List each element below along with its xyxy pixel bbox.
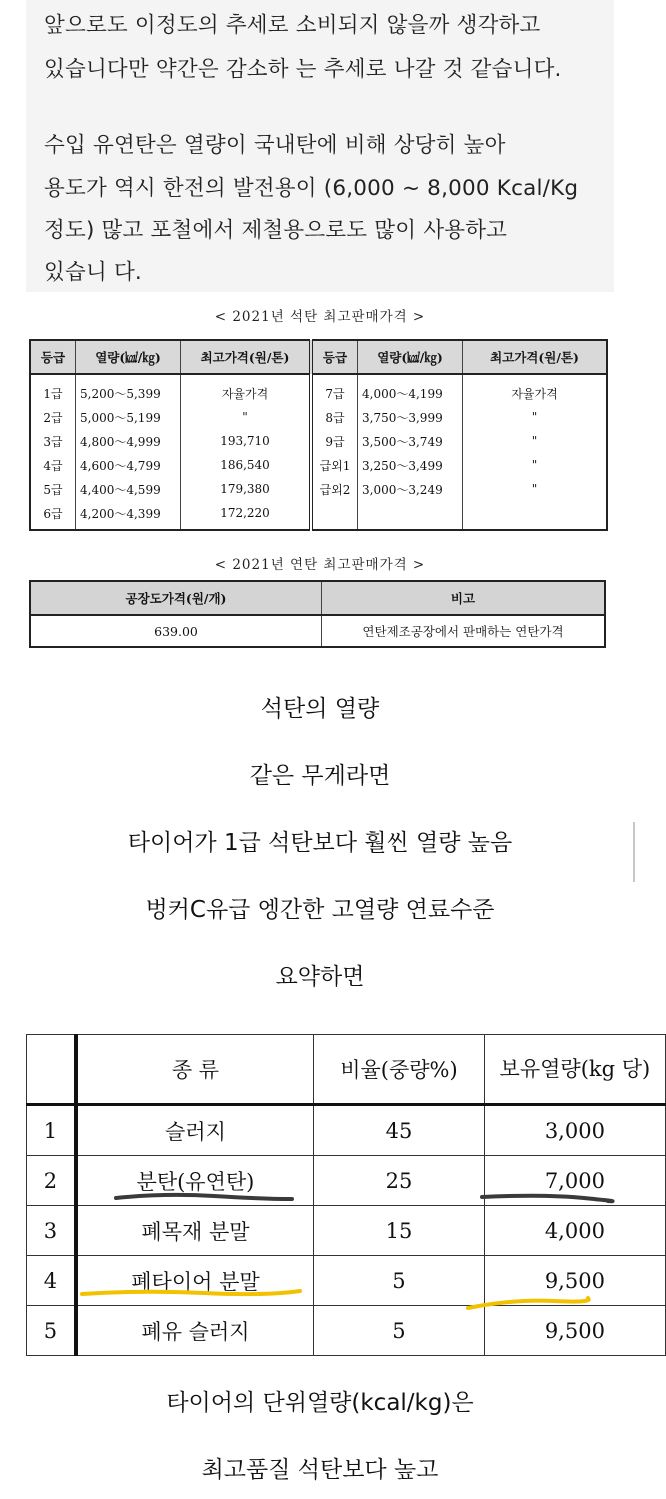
underline-tire-value bbox=[468, 1298, 589, 1308]
column-header: 공장도가격(원/개) bbox=[30, 581, 322, 615]
table-cell: 3,000～3,249 bbox=[358, 477, 463, 501]
table-cell: 3 bbox=[27, 1206, 76, 1256]
column-header: 최고가격(원/톤) bbox=[181, 340, 312, 374]
table-cell: " bbox=[463, 477, 608, 501]
intro-line: 정도) 많고 포철에서 제철용으로도 많이 사용하고 bbox=[44, 218, 508, 243]
column-header: 비율(중량%) bbox=[314, 1035, 485, 1105]
table-cell: 193,710 bbox=[181, 429, 312, 453]
table-row bbox=[30, 429, 607, 453]
table-cell: 9급 bbox=[311, 429, 358, 453]
column-header: 종 류 bbox=[76, 1035, 314, 1105]
table-cell: 9,500 bbox=[484, 1306, 665, 1356]
table-cell: 2 bbox=[27, 1156, 76, 1206]
table-cell: " bbox=[463, 429, 608, 453]
column-header: 최고가격(원/톤) bbox=[463, 340, 608, 374]
table-row bbox=[30, 477, 607, 501]
table-cell: 4 bbox=[27, 1256, 76, 1306]
column-header: 보유열량(kg 당) bbox=[484, 1035, 665, 1105]
intro-line: 있습니 다. bbox=[44, 260, 142, 285]
table-cell: 5 bbox=[314, 1306, 485, 1356]
table-cell: 25 bbox=[314, 1156, 485, 1206]
table-row bbox=[30, 501, 607, 530]
briquette-price-table bbox=[29, 580, 606, 648]
table-cell: 분탄(유연탄) bbox=[76, 1156, 314, 1206]
fuel-table-image bbox=[24, 1033, 651, 1357]
table-cell bbox=[311, 501, 358, 530]
table-cell bbox=[358, 501, 463, 530]
table-cell: 자율가격 bbox=[181, 374, 312, 405]
table-cell: 3급 bbox=[43, 434, 63, 449]
intro-line: 용도가 역시 한전의 발전용이 (6,000 ~ 8,000 Kcal/Kg bbox=[44, 176, 579, 201]
table-cell: 172,220 bbox=[181, 501, 312, 530]
intro-line: 앞으로도 이정도의 추세로 소비되지 않을까 생각하고 bbox=[44, 13, 541, 38]
intro-line: 있습니다만 약간은 감소하 는 추세로 나갈 것 같습니다. bbox=[44, 57, 562, 82]
table-row bbox=[30, 374, 607, 405]
table-cell: 9,500 bbox=[484, 1256, 665, 1306]
table-cell: 급외1 bbox=[311, 453, 358, 477]
coal-table-caption: < 2021년 석탄 최고판매가격 > bbox=[214, 309, 426, 325]
table-cell: 4급 bbox=[43, 458, 63, 473]
table-cell: 639.00 bbox=[154, 623, 198, 639]
table-cell: 1 bbox=[27, 1105, 76, 1156]
table-cell: 3,750～3,999 bbox=[358, 405, 463, 429]
footer-line: 타이어의 단위열량(kcal/kg)은 bbox=[166, 1390, 474, 1416]
table-cell: 5,200～5,399 bbox=[76, 374, 181, 405]
table-cell: 5급 bbox=[43, 482, 63, 497]
table-cell: 5 bbox=[27, 1306, 76, 1356]
column-header: 열량(㎉/㎏) bbox=[76, 340, 181, 374]
table-cell: 4,400～4,599 bbox=[76, 477, 181, 501]
highlight-marks bbox=[24, 1033, 628, 1357]
column-header: 등급 bbox=[30, 340, 76, 374]
table-cell: 7급 bbox=[311, 374, 358, 405]
table-cell: 7,000 bbox=[484, 1156, 665, 1206]
table-cell: 슬러지 bbox=[76, 1105, 314, 1156]
table-cell: 폐목재 분말 bbox=[76, 1206, 314, 1256]
table-cell: 15 bbox=[314, 1206, 485, 1256]
edge-divider bbox=[633, 822, 635, 882]
underline-tire-label bbox=[82, 1291, 300, 1294]
table-cell: 자율가격 bbox=[463, 374, 608, 405]
table-row bbox=[30, 453, 607, 477]
table-row bbox=[30, 405, 607, 429]
table-cell: 6급 bbox=[43, 506, 63, 521]
table-cell: 186,540 bbox=[181, 453, 312, 477]
table-cell: 폐유 슬러지 bbox=[76, 1306, 314, 1356]
table-cell: " bbox=[463, 405, 608, 429]
underline-coal-label bbox=[116, 1195, 292, 1199]
table-cell: 179,380 bbox=[181, 477, 312, 501]
table-cell: 폐타이어 분말 bbox=[76, 1256, 314, 1306]
table-cell: 3,000 bbox=[484, 1105, 665, 1156]
table-cell: 5 bbox=[314, 1256, 485, 1306]
column-header: 비고 bbox=[322, 581, 606, 615]
summary-line: 벙커C유급 엥간한 고열량 연료수준 bbox=[145, 897, 495, 923]
summary-line: 같은 무게라면 bbox=[249, 763, 391, 789]
footer-line: 최고품질 석탄보다 높고 bbox=[201, 1457, 439, 1483]
table-cell: 45 bbox=[314, 1105, 485, 1156]
table-cell: 연탄제조공장에서 판매하는 연탄가격 bbox=[322, 615, 606, 647]
table-cell: 4,600～4,799 bbox=[76, 453, 181, 477]
table-cell: 1급 bbox=[43, 386, 63, 401]
table-cell: " bbox=[463, 453, 608, 477]
column-header: 등급 bbox=[311, 340, 358, 374]
summary-line: 타이어가 1급 석탄보다 훨씬 열량 높음 bbox=[127, 830, 513, 856]
table-row bbox=[30, 615, 605, 647]
table-cell: " bbox=[181, 405, 312, 429]
table-cell: 3,500～3,749 bbox=[358, 429, 463, 453]
table-cell: 4,000 bbox=[484, 1206, 665, 1256]
table-cell: 4,000～4,199 bbox=[358, 374, 463, 405]
table-cell: 5,000～5,199 bbox=[76, 405, 181, 429]
intro-line: 수입 유연탄은 열량이 국내탄에 비해 상당히 높아 bbox=[44, 133, 506, 158]
table-cell: 급외2 bbox=[311, 477, 358, 501]
table-cell: 4,800～4,999 bbox=[76, 429, 181, 453]
table-cell: 3,250～3,499 bbox=[358, 453, 463, 477]
column-header: 열량(㎉/㎏) bbox=[358, 340, 463, 374]
table-cell: 4,200～4,399 bbox=[76, 501, 181, 530]
table-cell bbox=[463, 501, 608, 530]
summary-line: 석탄의 열량 bbox=[260, 696, 380, 722]
summary-line: 요약하면 bbox=[275, 964, 365, 990]
underline-coal-value bbox=[482, 1196, 613, 1201]
table-cell: 8급 bbox=[311, 405, 358, 429]
table-cell: 2급 bbox=[43, 410, 63, 425]
briquette-table-caption: < 2021년 연탄 최고판매가격 > bbox=[214, 557, 426, 573]
coal-price-table bbox=[29, 339, 608, 531]
